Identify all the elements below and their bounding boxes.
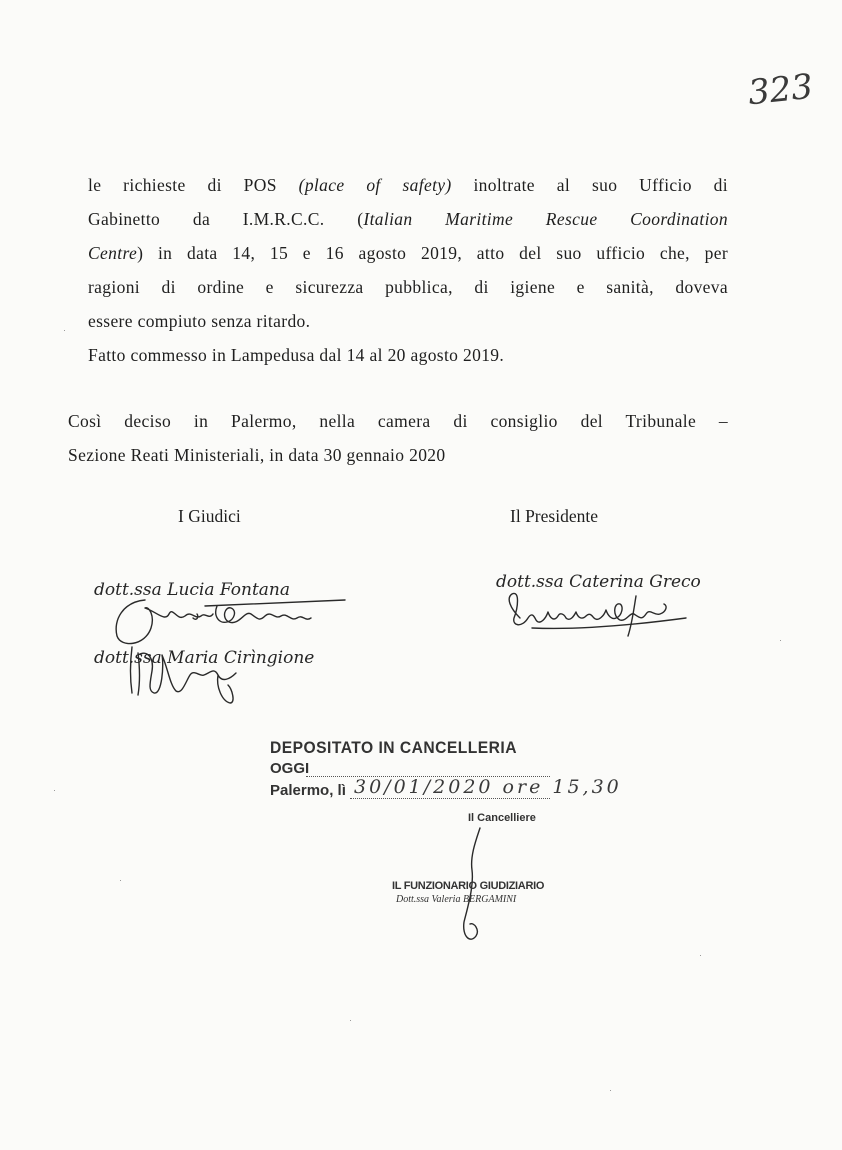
stamp-palermo: Palermo, lì [270,782,346,799]
deposit-stamp [270,738,690,948]
paragraph-line [88,236,728,270]
text: inoltrate al suo Ufficio di [451,175,728,195]
scan-speck [700,955,701,956]
scan-speck [64,330,65,331]
stamp-funzionario: IL FUNZIONARIO GIUDIZIARIO [392,880,545,892]
paragraph-line [88,270,728,304]
scan-speck [120,880,121,881]
italic-text: Italian Maritime Rescue Coordination [363,209,728,229]
scan-speck [780,640,781,641]
text: essere compiuto senza ritardo. [88,311,311,331]
judge-2-signature [118,645,288,705]
text: ) in data 14, 15 e 16 agosto 2019, atto del suo ufficio che, per [137,243,728,263]
closing-line: Così deciso in Palermo, nella camera di consiglio del Tribunale – [68,411,728,431]
stamp-title: DEPOSITATO IN CANCELLERIA [270,738,517,757]
paragraph-line [88,168,728,202]
stamp-official-name: Dott.ssa Valeria BERGAMINI [396,894,517,905]
scan-speck [350,1020,351,1021]
stamp-cancelliere: Il Cancelliere [468,812,536,824]
scan-speck [610,1090,611,1091]
judge-1-name: dott.ssa Lucia Fontana [94,580,291,600]
text: le richieste di POS [88,175,299,195]
judge-2-name: dott.ssa Maria Cirìngione [94,648,315,668]
president-label: Il Presidente [510,506,598,526]
text: ragioni di ordine e sicurezza pubblica, di igiene e sanità, doveva [88,277,728,297]
text: Gabinetto da I.M.R.C.C. ( [88,209,364,229]
handwritten-date: 30/01/2020 ore 15,30 [354,776,622,798]
body-paragraph [88,168,728,372]
date-dotted-line [350,798,550,799]
stamp-oggi: OGGI [270,760,310,777]
closing-line: Sezione Reati Ministeriali, in data 30 gennaio 2020 [68,445,446,465]
paragraph-line [88,202,728,236]
italic-text: (place of safety) [298,175,452,195]
paragraph-line [88,304,728,338]
italic-text: Centre [88,243,138,263]
page-number: 323 [746,66,815,114]
scan-speck [54,790,55,791]
text: Fatto commesso in Lampedusa dal 14 al 20 agosto 2019. [88,345,505,365]
president-name: dott.ssa Caterina Greco [496,572,701,592]
paragraph-line [88,338,728,372]
closing-statement [68,404,728,472]
judge-1-signature [105,592,355,652]
judges-label: I Giudici [178,506,241,526]
president-signature [496,588,726,638]
